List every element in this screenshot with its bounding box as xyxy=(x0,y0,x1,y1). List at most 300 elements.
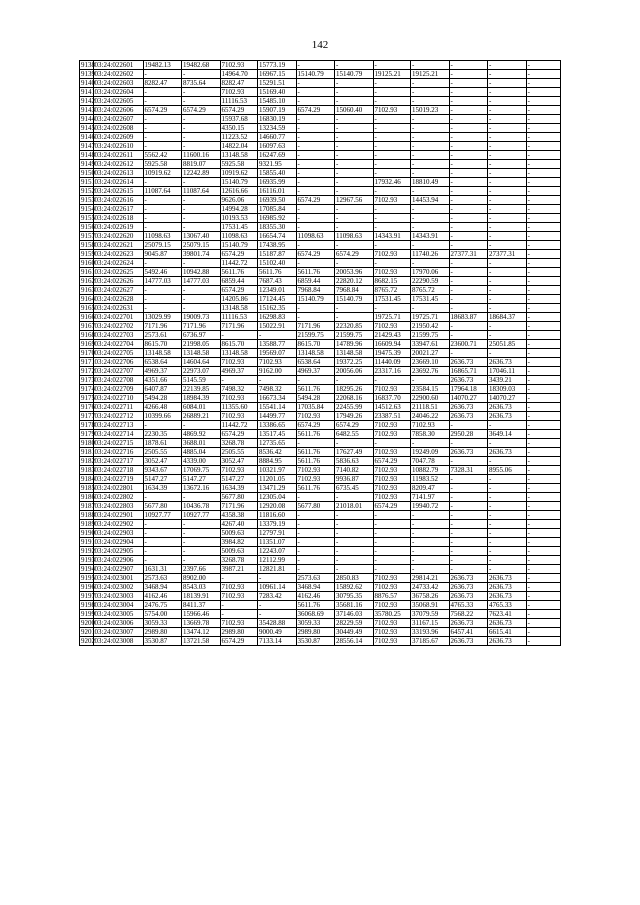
value-cell: - xyxy=(449,241,488,250)
value-cell: 17949.26 xyxy=(335,412,374,421)
value-cell: 2636.73 xyxy=(488,583,527,592)
value-cell: - xyxy=(526,502,560,511)
value-cell: - xyxy=(449,502,488,511)
value-cell: 19482.13 xyxy=(143,61,182,70)
value-cell: 24733.42 xyxy=(411,583,450,592)
value-cell: - xyxy=(411,214,450,223)
value-cell: 1634.39 xyxy=(143,484,182,493)
value-cell: 3052.47 xyxy=(220,457,257,466)
value-cell: 12821.81 xyxy=(258,565,297,574)
value-cell: 5611.76 xyxy=(296,430,335,439)
row-index-cell: 9164 xyxy=(81,295,95,303)
row-index-cell: 9194 xyxy=(81,565,95,573)
value-cell: - xyxy=(526,79,560,88)
value-cell: - xyxy=(335,493,374,502)
value-cell: 17035.84 xyxy=(296,403,335,412)
value-cell: 16247.69 xyxy=(258,151,297,160)
value-cell: 16609.94 xyxy=(373,340,410,349)
value-cell: - xyxy=(449,169,488,178)
code-cell: 03:24:022627 xyxy=(93,286,143,295)
value-cell: 4339.00 xyxy=(182,457,221,466)
value-cell: - xyxy=(449,304,488,313)
value-cell: - xyxy=(335,529,374,538)
table-row xyxy=(80,619,561,628)
value-cell: - xyxy=(373,124,410,133)
value-cell: 5754.00 xyxy=(143,610,182,619)
value-cell: - xyxy=(182,223,221,232)
value-cell: 7102.93 xyxy=(220,358,257,367)
value-cell: 11098.63 xyxy=(296,232,335,241)
value-cell: - xyxy=(258,601,297,610)
table-row xyxy=(80,250,561,259)
value-cell: 12112.99 xyxy=(258,556,297,565)
value-cell: 3468.94 xyxy=(296,583,335,592)
value-cell: 19372.25 xyxy=(335,358,374,367)
value-cell: 19940.72 xyxy=(411,502,450,511)
value-cell: 7171.96 xyxy=(220,502,257,511)
value-cell: 2230.35 xyxy=(143,430,182,439)
value-cell: 10961.14 xyxy=(258,583,297,592)
value-cell: - xyxy=(411,124,450,133)
value-cell: 6574.29 xyxy=(335,250,374,259)
value-cell: 5147.27 xyxy=(182,475,221,484)
value-cell: - xyxy=(373,169,410,178)
value-cell: 8884.95 xyxy=(258,457,297,466)
value-cell: 35681.16 xyxy=(335,601,374,610)
value-cell: 5147.27 xyxy=(143,475,182,484)
value-cell: - xyxy=(449,520,488,529)
value-cell: 2636.73 xyxy=(488,403,527,412)
value-cell: - xyxy=(335,223,374,232)
value-cell: - xyxy=(449,277,488,286)
code-cell: 03:24:022618 xyxy=(93,214,143,223)
code-cell: 03:24:022714 xyxy=(93,430,143,439)
code-cell: 03:24:022601 xyxy=(93,61,143,70)
value-cell: 7102.93 xyxy=(373,493,410,502)
value-cell: 5677.80 xyxy=(296,502,335,511)
value-cell: 14994.28 xyxy=(220,205,257,214)
value-cell: - xyxy=(488,457,527,466)
value-cell: 22820.12 xyxy=(335,277,374,286)
value-cell: 2397.66 xyxy=(182,565,221,574)
value-cell: - xyxy=(449,259,488,268)
value-cell: - xyxy=(411,151,450,160)
value-cell: - xyxy=(373,214,410,223)
code-cell: 03:24:022610 xyxy=(93,142,143,151)
value-cell: - xyxy=(526,439,560,448)
value-cell: - xyxy=(335,133,374,142)
value-cell: 3649.14 xyxy=(488,430,527,439)
value-cell: 30449.49 xyxy=(335,628,374,637)
value-cell: 33947.61 xyxy=(411,340,450,349)
value-cell: - xyxy=(449,223,488,232)
value-cell: - xyxy=(220,574,257,583)
code-cell: 03:24:022801 xyxy=(93,484,143,493)
value-cell: - xyxy=(143,115,182,124)
value-cell: 9045.87 xyxy=(143,250,182,259)
value-cell: 9936.87 xyxy=(335,475,374,484)
value-cell: - xyxy=(449,97,488,106)
row-index-cell: 9201 xyxy=(81,628,95,636)
value-cell: 7283.42 xyxy=(258,592,297,601)
table-row xyxy=(80,106,561,115)
value-cell: 13669.78 xyxy=(182,619,221,628)
value-cell: 18309.03 xyxy=(488,385,527,394)
value-cell: - xyxy=(143,88,182,97)
value-cell: - xyxy=(335,259,374,268)
value-cell: - xyxy=(296,304,335,313)
value-cell: - xyxy=(488,223,527,232)
value-cell: - xyxy=(488,169,527,178)
code-cell: 03:24:022901 xyxy=(93,511,143,520)
table-row xyxy=(80,286,561,295)
value-cell: - xyxy=(296,205,335,214)
value-cell: - xyxy=(526,484,560,493)
row-index-cell: 9160 xyxy=(81,259,95,267)
value-cell: 37146.03 xyxy=(335,610,374,619)
value-cell: 11816.60 xyxy=(258,511,297,520)
table-row xyxy=(80,394,561,403)
value-cell: 9162.00 xyxy=(258,367,297,376)
value-cell: - xyxy=(335,115,374,124)
value-cell: 7328.31 xyxy=(449,466,488,475)
value-cell: 28556.14 xyxy=(335,637,374,646)
value-cell: 7102.93 xyxy=(373,484,410,493)
value-cell: - xyxy=(449,115,488,124)
value-cell: - xyxy=(526,70,560,79)
value-cell: - xyxy=(411,259,450,268)
table-row xyxy=(80,376,561,385)
value-cell: - xyxy=(526,394,560,403)
value-cell: 2505.55 xyxy=(143,448,182,457)
value-cell: - xyxy=(411,529,450,538)
value-cell: - xyxy=(335,178,374,187)
value-cell: - xyxy=(220,610,257,619)
table-row xyxy=(80,628,561,637)
value-cell: 9321.95 xyxy=(258,160,297,169)
row-index-cell: 9197 xyxy=(81,592,95,600)
value-cell: 3059.33 xyxy=(143,619,182,628)
value-cell: - xyxy=(258,376,297,385)
value-cell: 14777.03 xyxy=(143,277,182,286)
value-cell: 6482.55 xyxy=(335,430,374,439)
value-cell: - xyxy=(373,304,410,313)
row-index-cell: 9188 xyxy=(81,511,95,519)
value-cell: 6859.44 xyxy=(296,277,335,286)
value-cell: 13379.19 xyxy=(258,520,297,529)
code-cell: 03:24:023004 xyxy=(93,601,143,610)
value-cell: 14343.91 xyxy=(411,232,450,241)
value-cell: - xyxy=(488,475,527,484)
row-index-cell: 9186 xyxy=(81,493,95,501)
code-cell: 03:24:022606 xyxy=(93,106,143,115)
value-cell: - xyxy=(526,88,560,97)
value-cell: 17970.06 xyxy=(411,268,450,277)
value-cell: - xyxy=(488,304,527,313)
value-cell: 22973.07 xyxy=(182,367,221,376)
value-cell: - xyxy=(526,313,560,322)
value-cell: - xyxy=(449,322,488,331)
value-cell: 19009.73 xyxy=(182,313,221,322)
value-cell: 14660.77 xyxy=(258,133,297,142)
value-cell: 5611.76 xyxy=(296,457,335,466)
value-cell: 13148.58 xyxy=(143,349,182,358)
value-cell: 7102.93 xyxy=(373,475,410,484)
value-cell: 11600.16 xyxy=(182,151,221,160)
table-row xyxy=(80,223,561,232)
value-cell: 13148.58 xyxy=(335,349,374,358)
value-cell: 4162.46 xyxy=(296,592,335,601)
row-index-cell: 9198 xyxy=(81,601,95,609)
table-row xyxy=(80,70,561,79)
value-cell: 15102.40 xyxy=(258,259,297,268)
value-cell: 7171.96 xyxy=(296,322,335,331)
value-cell: 4162.46 xyxy=(143,592,182,601)
code-cell: 03:24:023006 xyxy=(93,619,143,628)
value-cell: - xyxy=(296,133,335,142)
value-cell: 3984.82 xyxy=(220,538,257,547)
page-number: 142 xyxy=(311,39,329,51)
value-cell: 2636.73 xyxy=(449,637,488,646)
table-row xyxy=(80,547,561,556)
value-cell: 3987.21 xyxy=(220,565,257,574)
code-cell: 03:24:022803 xyxy=(93,502,143,511)
row-index-cell: 9174 xyxy=(81,385,95,393)
value-cell: - xyxy=(411,556,450,565)
value-cell: - xyxy=(526,403,560,412)
value-cell: 14499.77 xyxy=(258,412,297,421)
value-cell: 11098.63 xyxy=(143,232,182,241)
row-index-cell: 9166 xyxy=(81,313,95,321)
value-cell: - xyxy=(449,214,488,223)
value-cell: - xyxy=(488,349,527,358)
value-cell: 7102.93 xyxy=(373,637,410,646)
value-cell: 6574.29 xyxy=(220,430,257,439)
value-cell: 8765.72 xyxy=(411,286,450,295)
value-cell: - xyxy=(526,268,560,277)
value-cell: 6574.29 xyxy=(335,421,374,430)
value-cell: - xyxy=(411,241,450,250)
value-cell: - xyxy=(296,439,335,448)
value-cell: 17531.45 xyxy=(411,295,450,304)
table-row xyxy=(80,574,561,583)
value-cell: - xyxy=(449,349,488,358)
value-cell: - xyxy=(449,457,488,466)
value-cell: 16935.99 xyxy=(258,178,297,187)
value-cell: - xyxy=(182,205,221,214)
value-cell: 7102.93 xyxy=(373,619,410,628)
value-cell: - xyxy=(488,556,527,565)
row-index-cell: 9150 xyxy=(81,169,95,177)
value-cell: - xyxy=(488,196,527,205)
value-cell: - xyxy=(526,187,560,196)
value-cell: - xyxy=(449,439,488,448)
value-cell: - xyxy=(526,592,560,601)
value-cell: 15187.87 xyxy=(258,250,297,259)
value-cell: - xyxy=(373,151,410,160)
value-cell: - xyxy=(296,223,335,232)
value-cell: 17964.18 xyxy=(449,385,488,394)
table-row xyxy=(80,160,561,169)
row-index-cell: 9161 xyxy=(81,268,95,276)
value-cell: 6615.41 xyxy=(488,628,527,637)
value-cell: 2989.80 xyxy=(220,628,257,637)
value-cell: - xyxy=(526,385,560,394)
value-cell: 2636.73 xyxy=(488,412,527,421)
value-cell: 21998.05 xyxy=(182,340,221,349)
value-cell: - xyxy=(296,556,335,565)
table-row xyxy=(80,484,561,493)
value-cell: 5145.59 xyxy=(182,376,221,385)
value-cell: 10436.78 xyxy=(182,502,221,511)
value-cell: 4266.48 xyxy=(143,403,182,412)
value-cell: - xyxy=(526,178,560,187)
value-cell: - xyxy=(373,205,410,214)
value-cell: 21950.42 xyxy=(411,322,450,331)
value-cell: 13148.58 xyxy=(296,349,335,358)
value-cell: - xyxy=(220,601,257,610)
value-cell: - xyxy=(335,376,374,385)
row-index-cell: 9142 xyxy=(81,97,95,105)
value-cell: 16116.01 xyxy=(258,187,297,196)
row-index-cell: 9152 xyxy=(81,187,95,195)
value-cell: 18684.37 xyxy=(488,313,527,322)
value-cell: - xyxy=(488,61,527,70)
value-cell: 15060.40 xyxy=(335,106,374,115)
value-cell: 14205.86 xyxy=(220,295,257,304)
code-cell: 03:24:022628 xyxy=(93,295,143,304)
value-cell: - xyxy=(449,547,488,556)
value-cell: 7140.82 xyxy=(335,466,374,475)
value-cell: - xyxy=(335,187,374,196)
value-cell: - xyxy=(373,160,410,169)
row-index-cell: 9138 xyxy=(81,61,95,69)
table-row xyxy=(80,232,561,241)
code-cell: 03:24:022626 xyxy=(93,277,143,286)
value-cell: 2989.80 xyxy=(143,628,182,637)
value-cell: - xyxy=(488,484,527,493)
value-cell: 5677.80 xyxy=(143,502,182,511)
code-cell: 03:24:022619 xyxy=(93,223,143,232)
value-cell: - xyxy=(449,79,488,88)
code-cell: 03:24:022603 xyxy=(93,79,143,88)
value-cell: - xyxy=(488,538,527,547)
value-cell: - xyxy=(296,376,335,385)
value-cell: 2636.73 xyxy=(449,574,488,583)
code-cell: 03:24:023001 xyxy=(93,574,143,583)
value-cell: - xyxy=(335,61,374,70)
value-cell: 2573.63 xyxy=(143,574,182,583)
value-cell: - xyxy=(488,322,527,331)
value-cell: - xyxy=(373,97,410,106)
value-cell: - xyxy=(143,529,182,538)
value-cell: 8543.03 xyxy=(182,583,221,592)
value-cell: 21599.75 xyxy=(296,331,335,340)
value-cell: - xyxy=(335,241,374,250)
value-cell: - xyxy=(449,88,488,97)
value-cell: 5836.63 xyxy=(335,457,374,466)
value-cell: - xyxy=(143,493,182,502)
value-cell: - xyxy=(335,142,374,151)
value-cell: - xyxy=(488,277,527,286)
value-cell: 13517.45 xyxy=(258,430,297,439)
table-row xyxy=(80,241,561,250)
value-cell: 5611.76 xyxy=(296,484,335,493)
value-cell: - xyxy=(449,70,488,79)
value-cell: - xyxy=(296,547,335,556)
code-cell: 03:24:022612 xyxy=(93,160,143,169)
value-cell: - xyxy=(449,124,488,133)
value-cell: - xyxy=(449,484,488,493)
value-cell: 16654.74 xyxy=(258,232,297,241)
value-cell: 7102.93 xyxy=(373,196,410,205)
value-cell: 22455.99 xyxy=(335,403,374,412)
value-cell: 11116.53 xyxy=(220,97,257,106)
value-cell: 14964.70 xyxy=(220,70,257,79)
value-cell: 13067.40 xyxy=(182,232,221,241)
value-cell: 17124.45 xyxy=(258,295,297,304)
value-cell: 2636.73 xyxy=(449,448,488,457)
value-cell: 16939.50 xyxy=(258,196,297,205)
value-cell: 11087.64 xyxy=(182,187,221,196)
value-cell: - xyxy=(296,187,335,196)
row-index-cell: 9183 xyxy=(81,466,95,474)
value-cell: - xyxy=(411,304,450,313)
value-cell: 11201.05 xyxy=(258,475,297,484)
value-cell: 6538.64 xyxy=(143,358,182,367)
value-cell: 7968.84 xyxy=(335,286,374,295)
value-cell: - xyxy=(258,331,297,340)
value-cell: 3530.87 xyxy=(143,637,182,646)
table-row xyxy=(80,115,561,124)
value-cell: 7171.96 xyxy=(182,322,221,331)
value-cell: 3052.47 xyxy=(143,457,182,466)
table-row xyxy=(80,97,561,106)
row-index-cell: 9179 xyxy=(81,430,95,438)
row-index-cell: 9148 xyxy=(81,151,95,159)
value-cell: 27377.31 xyxy=(488,250,527,259)
value-cell: 4358.38 xyxy=(220,511,257,520)
value-cell: - xyxy=(296,511,335,520)
value-cell: - xyxy=(411,160,450,169)
value-cell: - xyxy=(182,88,221,97)
value-cell: - xyxy=(526,277,560,286)
value-cell: - xyxy=(488,79,527,88)
value-cell: - xyxy=(335,97,374,106)
value-cell: 11355.60 xyxy=(220,403,257,412)
code-cell: 03:24:023003 xyxy=(93,592,143,601)
value-cell: 8411.37 xyxy=(182,601,221,610)
value-cell: 21429.43 xyxy=(373,331,410,340)
value-cell: - xyxy=(143,556,182,565)
value-cell: 8765.72 xyxy=(373,286,410,295)
value-cell: - xyxy=(411,511,450,520)
table-row xyxy=(80,133,561,142)
table-row xyxy=(80,448,561,457)
value-cell: - xyxy=(411,565,450,574)
value-cell: 15162.35 xyxy=(258,304,297,313)
value-cell: - xyxy=(449,142,488,151)
value-cell: - xyxy=(143,97,182,106)
value-cell: - xyxy=(143,259,182,268)
value-cell: 18683.87 xyxy=(449,313,488,322)
value-cell: - xyxy=(296,538,335,547)
value-cell: 7047.78 xyxy=(411,457,450,466)
table-row xyxy=(80,502,561,511)
value-cell: - xyxy=(182,214,221,223)
value-cell: 12242.89 xyxy=(182,169,221,178)
value-cell: 11440.09 xyxy=(373,358,410,367)
